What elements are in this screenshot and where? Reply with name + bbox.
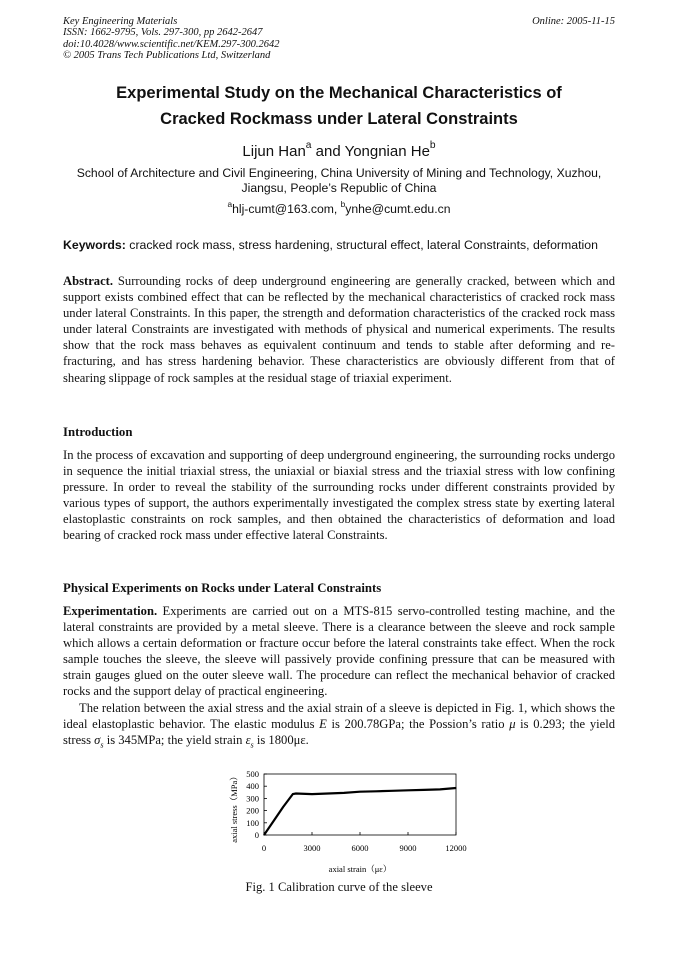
- author-2-sup: b: [429, 140, 436, 151]
- author-2: Yongnian He: [344, 143, 430, 160]
- authors: [63, 140, 615, 160]
- y-tick-label: 500: [246, 769, 259, 779]
- physical-experiments-heading: Physical Experiments on Rocks under Lateral Constraints: [63, 581, 382, 595]
- experimentation-text: Experiments are carried out on a MTS-815 servo-controlled testing machine, and the lateral constraints are provided by a metal sleeve. There is a clearance between the sleeve and rock sample which allows a certain deformation or fracture occur before the lateral constraints take effect. When the rock sample touches the sleeve, the sleeve will passively provide confining pressure that can be measured with strain gauges glued on the outer sleeve wall. The procedure can reflect the mechanical behavior of cracked rocks and the support delay of practical engineering.: [63, 604, 615, 699]
- data-point: [455, 787, 456, 788]
- data-point: [263, 834, 264, 835]
- relation-paragraph: [63, 700, 615, 754]
- x-tick-label: 9000: [399, 843, 417, 853]
- affiliation-line-2: Jiangsu, People’s Republic of China: [241, 181, 437, 195]
- symbol-epsilon-sub: s: [250, 740, 254, 750]
- title-line-2: Cracked Rockmass under Lateral Constraints: [160, 110, 518, 128]
- relation-text-e: is 1800με.: [253, 733, 309, 748]
- introduction-text: In the process of excavation and supporting of deep underground engineering, the surrounding rocks undergo in sequence the initial triaxial stress, the uniaxial or biaxial stress and the triaxial stress with low confining pressure. In order to reveal the stability of the surrounding rocks under different constraints provided by various types of support, the authors experimentally investigated the complex stress state by exerting lateral elastoplastic constraints on rock samples, and then obtained the characteristics of deformation and load bearing of cracked rock mass under effective lateral Constraints.: [63, 448, 615, 543]
- email-a: hlj-cumt@163.com,: [232, 202, 341, 216]
- keywords-label: Keywords:: [63, 238, 126, 252]
- calibration-chart: [223, 760, 483, 885]
- data-point: [273, 820, 274, 821]
- y-tick-label: 100: [246, 817, 259, 828]
- data-point: [359, 791, 360, 792]
- affiliation: [63, 166, 615, 196]
- emails: [63, 199, 615, 216]
- issn-line: ISSN: 1662-9795, Vols. 297-300, pp 2642-2647: [63, 27, 263, 39]
- keywords: [63, 238, 623, 252]
- data-point: [375, 791, 376, 792]
- x-axis-label: axial strain（με）: [328, 864, 392, 874]
- page-header: [63, 16, 615, 61]
- symbol-e: E: [319, 717, 327, 732]
- data-point: [439, 789, 440, 790]
- data-point: [327, 793, 328, 794]
- introduction-heading: Introduction: [63, 425, 133, 439]
- paper-title: [63, 80, 615, 132]
- symbol-epsilon: ε: [245, 733, 251, 748]
- data-point: [311, 794, 312, 795]
- abstract-text: Surrounding rocks of deep underground engineering are generally cracked, between which and support exists combined effect that can be reflected by the mechanical characteristics of cracked rock mass under lateral Constraints. In this paper, the strength and deformation characteristics of the cracked rock mass under lateral Constraints are investigated with methods of physical and numerical experiments. The results show that the rock mass behaves as equivalent continuum and tends to stable after deforming and re-fracturing, and has stress hardening behavior. These characteristics are obviously different from that of shearing slippage of rock samples at the residual stage of triaxial experiment.: [63, 274, 615, 385]
- abstract: [63, 273, 615, 386]
- copyright-line: © 2005 Trans Tech Publications Ltd, Switzerland: [63, 49, 271, 61]
- y-tick-label: 200: [246, 805, 259, 816]
- online-date: Online: 2005-11-15: [532, 16, 615, 27]
- y-tick-label: 0: [254, 830, 259, 840]
- plot-frame: [264, 774, 456, 835]
- symbol-sigma-sub: s: [100, 740, 104, 750]
- data-point: [423, 789, 424, 790]
- author-1: Lijun Han: [242, 143, 306, 160]
- affiliation-line-1: School of Architecture and Civil Engineering, China University of Mining and Technology, Xuzhou,: [76, 166, 602, 180]
- email-a-sup: a: [227, 199, 233, 209]
- y-axis-label: axial stress（MPa）: [229, 772, 239, 843]
- authors-and: and: [311, 143, 345, 160]
- figure-caption: Fig. 1 Calibration curve of the sleeve: [245, 880, 433, 894]
- x-tick-label: 0: [261, 843, 267, 853]
- y-tick-label: 400: [246, 781, 259, 792]
- abstract-label: Abstract.: [63, 274, 114, 288]
- data-point: [407, 790, 408, 791]
- relation-text-b: is 200.78GPa; the Possion’s ratio: [326, 717, 510, 732]
- series-line: [264, 788, 456, 835]
- y-tick-label: 300: [246, 793, 259, 804]
- symbol-sigma: σ: [94, 733, 101, 748]
- keywords-text: cracked rock mass, stress hardening, structural effect, lateral Constraints, deformation: [125, 238, 598, 252]
- relation-text-d: is 345MPa; the yield strain: [103, 733, 246, 748]
- author-1-sup: a: [305, 140, 312, 151]
- email-b: ynhe@cumt.edu.cn: [345, 202, 451, 216]
- journal-name: Key Engineering Materials: [63, 16, 178, 27]
- relation-text-a: The relation between the axial stress and the axial strain of a sleeve is depicted in Fig. 1, which shows the ideal elastoplastic behavior. The elastic modulus: [63, 701, 615, 732]
- data-point: [391, 790, 392, 791]
- experimentation-label: Experimentation.: [63, 604, 158, 618]
- data-point: [292, 794, 293, 795]
- title-line-1: Experimental Study on the Mechanical Characteristics of: [116, 84, 562, 102]
- relation-text-c: is 0.293; the yield stress: [63, 717, 616, 748]
- data-point: [283, 806, 284, 807]
- doi-line: doi:10.4028/www.scientific.net/KEM.297-300.2642: [63, 38, 280, 50]
- x-tick-label: 6000: [351, 843, 369, 853]
- x-tick-label: 3000: [303, 843, 321, 853]
- experimentation-paragraph: [63, 603, 615, 700]
- data-point: [295, 793, 296, 794]
- email-b-sup: b: [340, 199, 346, 209]
- data-point: [343, 792, 344, 793]
- x-tick-label: 12000: [445, 843, 467, 853]
- symbol-mu: μ: [509, 717, 516, 732]
